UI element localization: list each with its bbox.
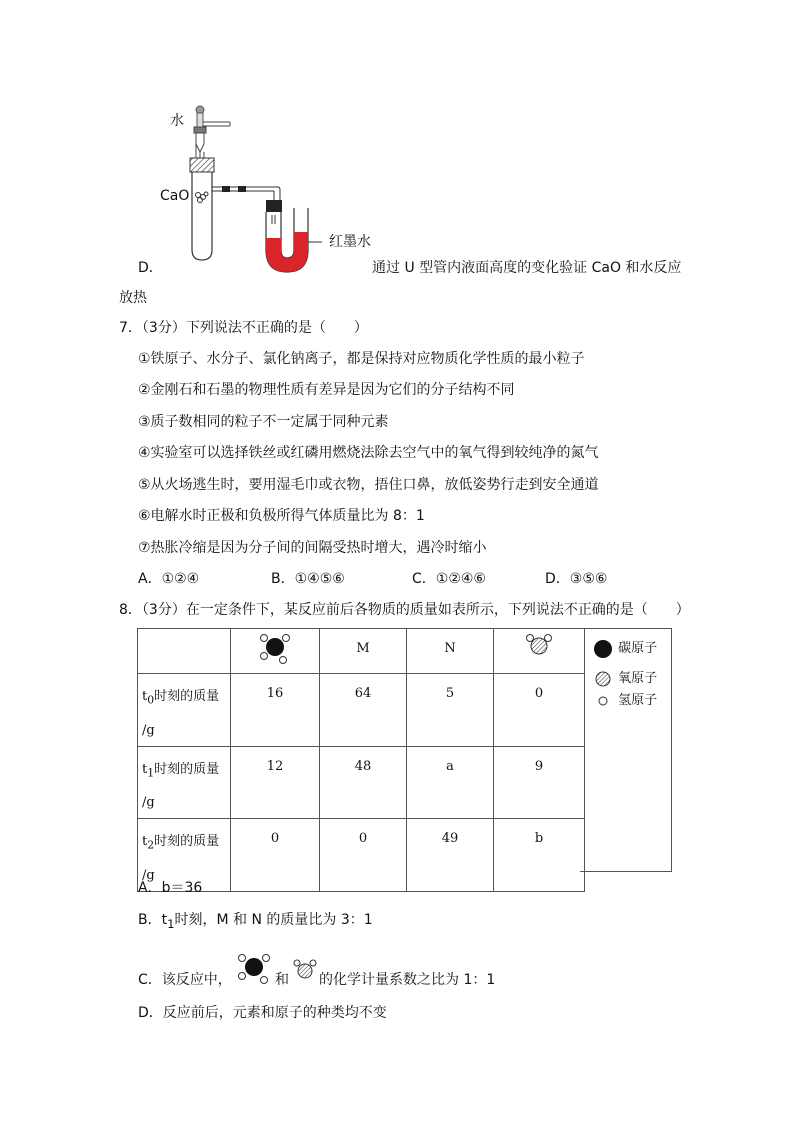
test-tube (192, 172, 212, 260)
row-t1 (138, 746, 585, 819)
cell: a (407, 746, 494, 819)
q7-option-d[interactable]: D．③⑤⑥ (545, 571, 608, 587)
q8-option-c-and: 和 (275, 972, 289, 988)
q7-item-5: ⑤从火场逃生时，要用湿毛巾或衣物，捂住口鼻，放低姿势行走到安全通道 (138, 477, 599, 493)
legend-oxygen: 氧原子 (592, 667, 657, 690)
cell: 48 (320, 746, 407, 819)
label-cao: CaO (160, 188, 190, 204)
carbon-atom-icon (592, 638, 614, 660)
cell: 49 (407, 819, 494, 892)
h2o-molecule-icon (292, 956, 318, 982)
q7-item-6: ⑥电解水时正极和负极所得气体质量比为 8：1 (138, 508, 425, 524)
header-empty (138, 629, 231, 674)
dropping-funnel (194, 106, 230, 152)
cell: 16 (231, 674, 320, 747)
q7-option-c[interactable]: C．①②④⑥ (412, 571, 486, 587)
u-tube-stopper (266, 200, 282, 212)
row-t2-label: $t_2$时刻的质量 /g (138, 819, 231, 892)
q7-option-b[interactable]: B．①④⑤⑥ (271, 571, 345, 587)
row-t0 (138, 674, 585, 747)
q6-option-d-text: 通过 U 型管内液面高度的变化验证 CaO 和水反应 (372, 260, 682, 276)
hydrogen-atom-icon (592, 690, 614, 712)
q7-stem: 7．（3分）下列说法不正确的是（ ） (119, 320, 368, 336)
atom-legend (580, 628, 672, 872)
cell: b (494, 819, 585, 892)
u-tube (266, 208, 308, 272)
q8-option-c[interactable]: C．该反应中， (138, 972, 232, 988)
q7-item-4: ④实验室可以选择铁丝或红磷用燃烧法除去空气中的氧气得到较纯净的氮气 (138, 445, 599, 461)
cell: 64 (320, 674, 407, 747)
header-n: N (407, 629, 494, 674)
q7-item-7: ⑦热胀冷缩是因为分子间的间隔受热时增大，遇冷时缩小 (138, 540, 487, 556)
cao-solid (196, 192, 209, 203)
legend-carbon: 碳原子 (592, 637, 657, 660)
legend-hydrogen: 氢原子 (592, 689, 657, 712)
header-ch4 (231, 629, 320, 674)
row-t0-label: $t_0$时刻的质量 /g (138, 674, 231, 747)
cell: 0 (231, 819, 320, 892)
q6-option-d-letter: D． (138, 260, 163, 276)
cell: 5 (407, 674, 494, 747)
header-h2o (494, 629, 585, 674)
cell: 9 (494, 746, 585, 819)
ch4-molecule-icon (255, 629, 295, 667)
q8-option-a[interactable]: A．b＝36 (138, 880, 203, 896)
header-m: M (320, 629, 407, 674)
cell: 0 (320, 819, 407, 892)
q7-item-2: ②金刚石和石墨的物理性质有差异是因为它们的分子结构不同 (138, 382, 515, 398)
h2o-molecule-icon (522, 629, 556, 659)
mass-table (137, 628, 585, 892)
q8-option-c-tail: 的化学计量系数之比为 1：1 (319, 972, 496, 988)
row-t1-label: $t_1$时刻的质量 /g (138, 746, 231, 819)
cell: 12 (231, 746, 320, 819)
cell: 0 (494, 674, 585, 747)
row-t2 (138, 819, 585, 892)
q8-stem: 8．（3分）在一定条件下，某反应前后各物质的质量如表所示，下列说法不正确的是（ ） (119, 602, 690, 618)
q7-option-a[interactable]: A．①②④ (138, 571, 200, 587)
q7-item-3: ③质子数相同的粒子不一定属于同种元素 (138, 414, 389, 430)
label-red-ink: 红墨水 (329, 234, 371, 250)
label-water: 水 (170, 113, 184, 129)
ch4-molecule-icon (234, 950, 274, 986)
q8-option-b[interactable]: B．$t_1$时刻，M 和 N 的质量比为 3：1 (138, 912, 373, 931)
q7-item-1: ①铁原子、水分子、氯化钠离子，都是保持对应物质化学性质的最小粒子 (138, 351, 585, 367)
q8-option-d[interactable]: D．反应前后，元素和原子的种类均不变 (138, 1005, 387, 1021)
q6-option-d-continuation: 放热 (119, 290, 147, 306)
rubber-stopper (190, 158, 214, 172)
oxygen-atom-icon (592, 668, 614, 690)
